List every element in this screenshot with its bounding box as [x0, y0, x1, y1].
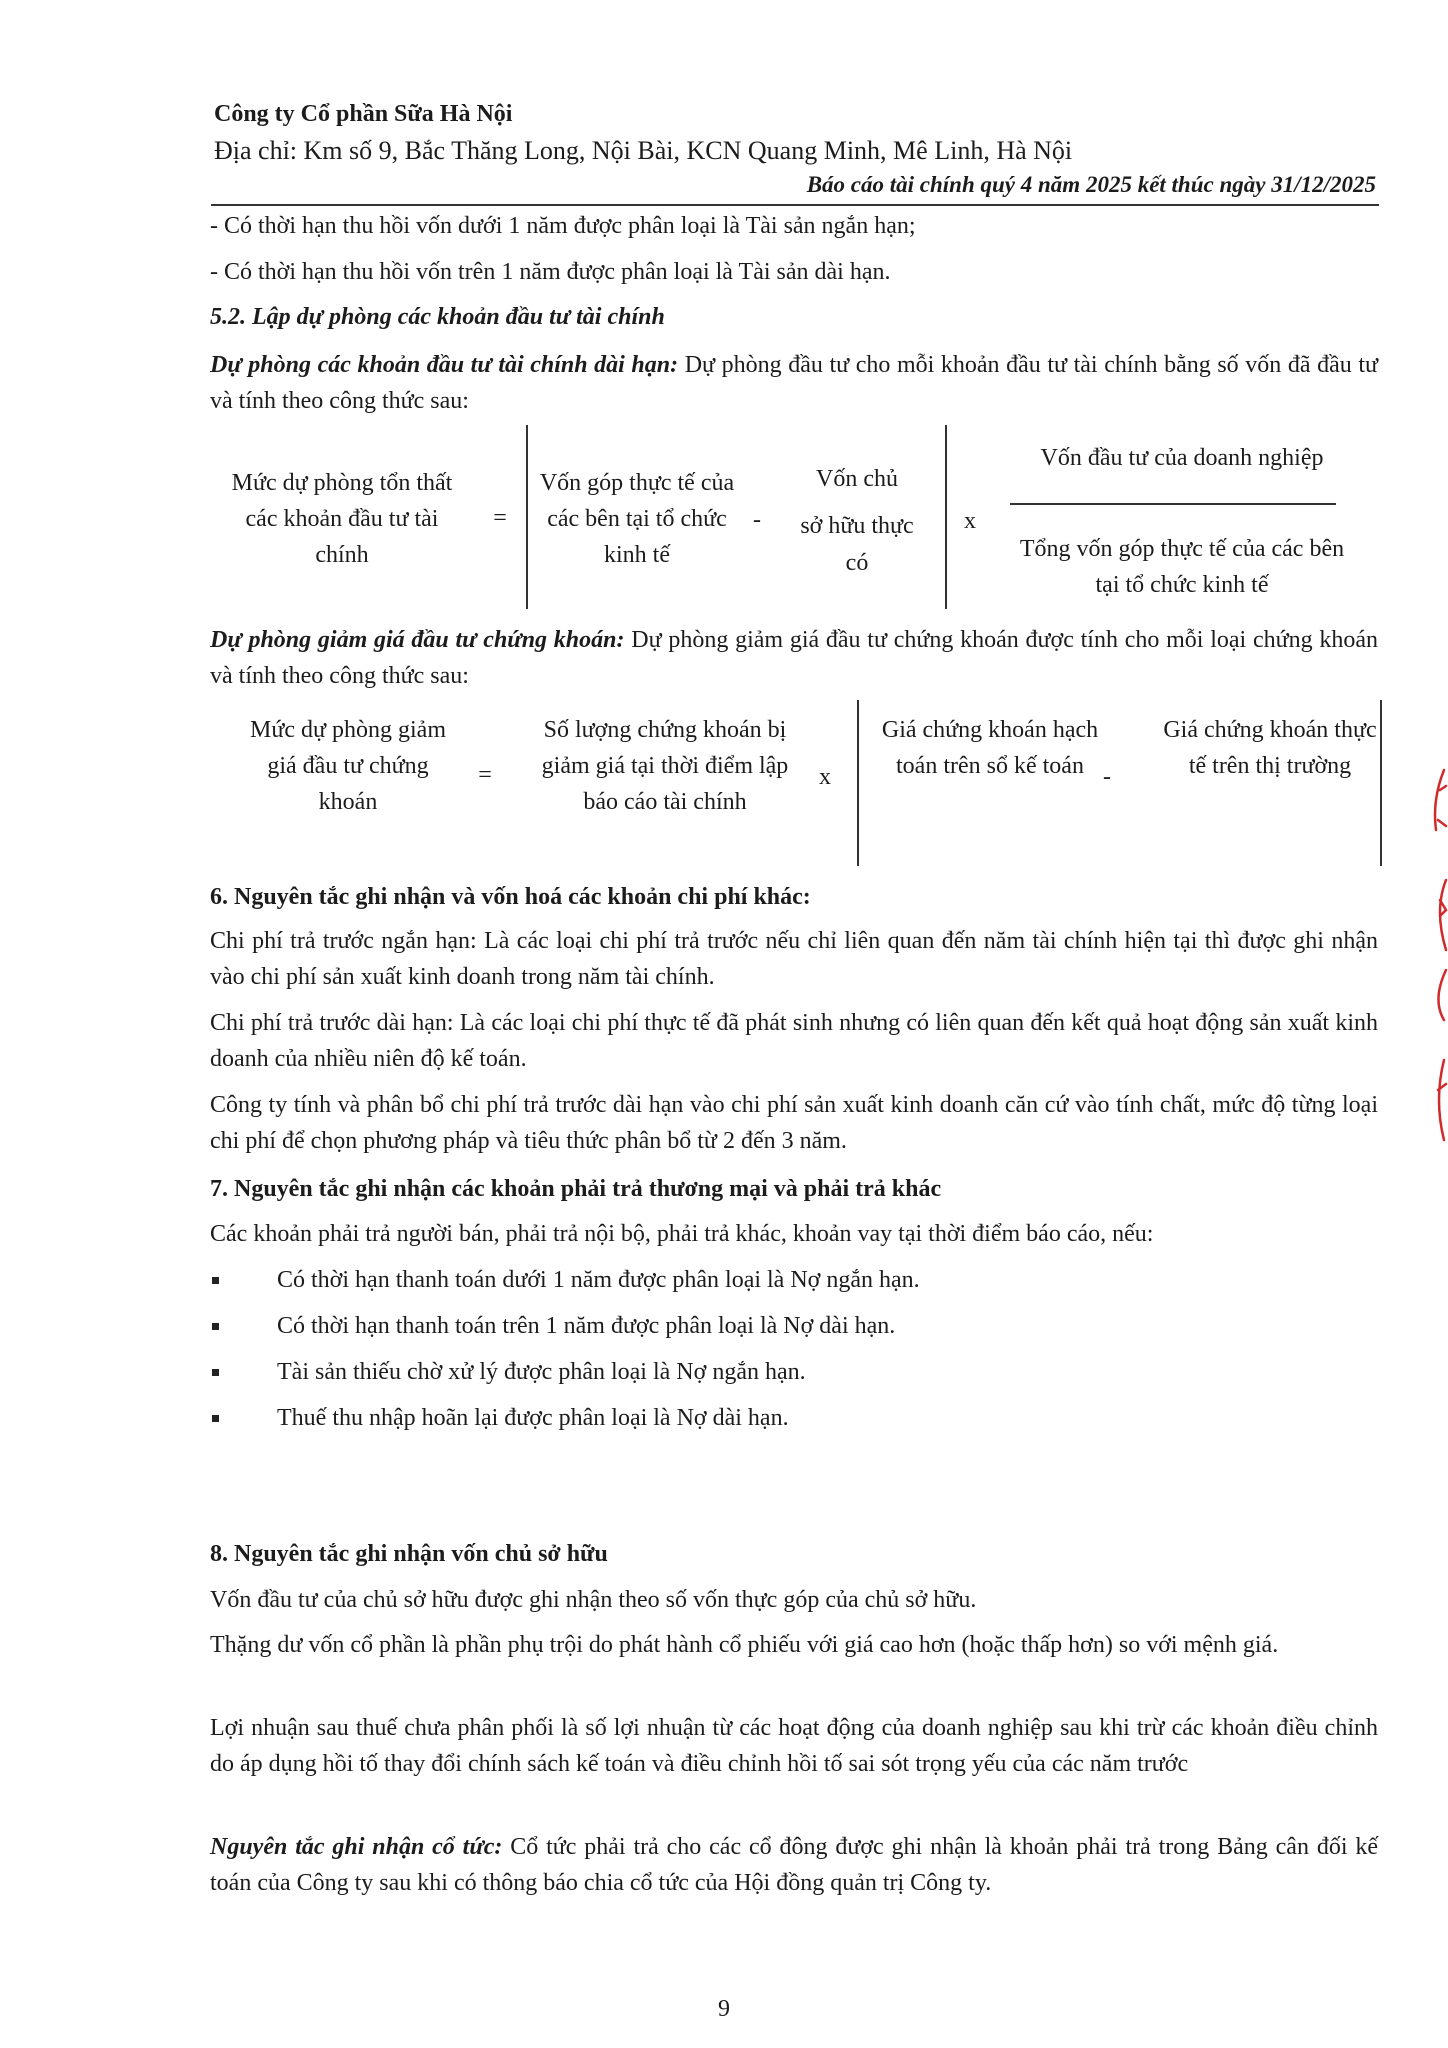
formula1-equals: = — [493, 505, 507, 531]
formula2-divider — [857, 700, 859, 866]
section-8-paragraph: Thặng dư vốn cổ phần là phần phụ trội do phát hành cổ phiếu với giá cao hơn (hoặc thấp hơn) so với mệnh giá. — [210, 1632, 1279, 1658]
formula2-minus: - — [1103, 764, 1111, 790]
section-7-intro: Các khoản phải trả người bán, phải trả nội bộ, phải trả khác, khoản vay tại thời điểm báo cáo, nếu: — [210, 1221, 1154, 1247]
square-bullet-icon — [212, 1277, 219, 1284]
list-item: Thuế thu nhập hoãn lại được phân loại là Nợ dài hạn. — [277, 1405, 789, 1431]
formula2-times: x — [819, 764, 831, 790]
section-8-paragraph: Lợi nhuận sau thuế chưa phân phối là số lợi nhuận từ các hoạt động của doanh nghiệp sau khi trừ các khoản điều chỉnh do áp dụng hồi tố thay đổi chính sách kế toán và điều chỉnh hồi tố sai sót trọng yếu của các năm trước — [210, 1715, 1378, 1777]
header-divider — [211, 204, 1379, 206]
formula1-term1: Vốn góp thực tế của các bên tại tổ chức kinh tế — [539, 470, 735, 568]
long-term-provision-text: Dự phòng đầu tư cho mỗi khoản đầu tư tài chính bằng số vốn đã đầu tư và tính theo công thức sau: — [210, 352, 1378, 414]
dividend-label: Nguyên tắc ghi nhận cổ tức: — [210, 1834, 503, 1860]
formula1-numerator: Vốn đầu tư của doanh nghiệp — [1040, 445, 1324, 471]
section-6-paragraph: Công ty tính và phân bổ chi phí trả trước dài hạn vào chi phí sản xuất kinh doanh căn cứ vào tính chất, mức độ từng loại chi phí để chọn phương pháp và tiêu thức phân bổ từ 2 đến 3 năm. — [210, 1092, 1378, 1154]
formula1-minus: - — [753, 507, 761, 533]
long-term-provision-label: Dự phòng các khoản đầu tư tài chính dài hạn: — [210, 352, 679, 378]
formula2-term2: Giá chứng khoán hạch toán trên sổ kế toán — [881, 717, 1099, 779]
formula2-term1: Số lượng chứng khoán bị giảm giá tại thời điểm lập báo cáo tài chính — [541, 717, 789, 815]
section-8-title: 8. Nguyên tắc ghi nhận vốn chủ sở hữu — [210, 1541, 608, 1567]
long-term-provision-paragraph — [210, 347, 1378, 419]
section-8-paragraph: Vốn đầu tư của chủ sở hữu được ghi nhận theo số vốn thực góp của chủ sở hữu. — [210, 1587, 977, 1613]
section-7-title: 7. Nguyên tắc ghi nhận các khoản phải trả thương mại và phải trả khác — [210, 1176, 942, 1202]
formula1-divider — [945, 425, 947, 609]
formula1-times: x — [964, 508, 976, 534]
square-bullet-icon — [212, 1323, 219, 1330]
formula1-fraction-bar — [1010, 503, 1336, 505]
square-bullet-icon — [212, 1415, 219, 1422]
company-address: Địa chỉ: Km số 9, Bắc Thăng Long, Nội Bài, KCN Quang Minh, Mê Linh, Hà Nội — [214, 136, 1073, 165]
section-6-title: 6. Nguyên tắc ghi nhận và vốn hoá các khoản chi phí khác: — [210, 884, 811, 910]
formula1-divider — [526, 425, 528, 609]
formula1-denominator: Tổng vốn góp thực tế của các bên tại tổ chức kinh tế — [1019, 536, 1345, 598]
list-item: - Có thời hạn thu hồi vốn trên 1 năm được phân loại là Tài sản dài hạn. — [210, 259, 891, 285]
list-item: Tài sản thiếu chờ xử lý được phân loại là Nợ ngắn hạn. — [277, 1359, 806, 1385]
formula2-left: Mức dự phòng giảm giá đầu tư chứng khoán — [250, 717, 446, 815]
securities-provision-text: Dự phòng giảm giá đầu tư chứng khoán được tính cho mỗi loại chứng khoán và tính theo công thức sau: — [210, 627, 1379, 689]
dividend-text: Cổ tức phải trả cho các cổ đông được ghi nhận là khoản phải trả trong Bảng cân đối kế toán của Công ty sau khi có thông báo chia cổ tức của Hội đồng quản trị Công ty. — [210, 1834, 1378, 1896]
dividend-paragraph — [210, 1829, 1378, 1901]
formula1-term2-line1: Vốn chủ — [816, 466, 898, 492]
list-item: Có thời hạn thanh toán trên 1 năm được phân loại là Nợ dài hạn. — [277, 1313, 896, 1339]
page-number: 9 — [718, 1996, 730, 2022]
report-title: Báo cáo tài chính quý 4 năm 2025 kết thúc ngày 31/12/2025 — [806, 172, 1376, 197]
red-stamp-fragment-icon — [1418, 760, 1448, 1170]
securities-provision-label: Dự phòng giảm giá đầu tư chứng khoán: — [210, 627, 625, 653]
securities-provision-paragraph — [210, 622, 1378, 694]
section-5-2-title: 5.2. Lập dự phòng các khoản đầu tư tài chính — [210, 304, 665, 330]
formula1-term2-line3: có — [845, 550, 869, 576]
formula2-term3: Giá chứng khoán thực tế trên thị trường — [1163, 717, 1377, 779]
section-6-paragraph: Chi phí trả trước ngắn hạn: Là các loại chi phí trả trước nếu chỉ liên quan đến năm tài chính hiện tại thì được ghi nhận vào chi phí sản xuất kinh doanh trong năm tài chính. — [210, 928, 1378, 990]
formula2-divider — [1380, 700, 1382, 866]
formula2-equals: = — [478, 762, 492, 788]
formula1-term2-line2: sở hữu thực — [800, 513, 914, 539]
company-name: Công ty Cổ phần Sữa Hà Nội — [214, 101, 513, 127]
section-6-paragraph: Chi phí trả trước dài hạn: Là các loại chi phí thực tế đã phát sinh nhưng có liên quan đến kết quả hoạt động sản xuất kinh doanh của nhiều niên độ kế toán. — [210, 1010, 1378, 1072]
list-item: Có thời hạn thanh toán dưới 1 năm được phân loại là Nợ ngắn hạn. — [277, 1267, 920, 1293]
square-bullet-icon — [212, 1369, 219, 1376]
list-item: - Có thời hạn thu hồi vốn dưới 1 năm được phân loại là Tài sản ngắn hạn; — [210, 213, 916, 239]
formula1-left: Mức dự phòng tổn thất các khoản đầu tư tài chính — [231, 470, 453, 568]
